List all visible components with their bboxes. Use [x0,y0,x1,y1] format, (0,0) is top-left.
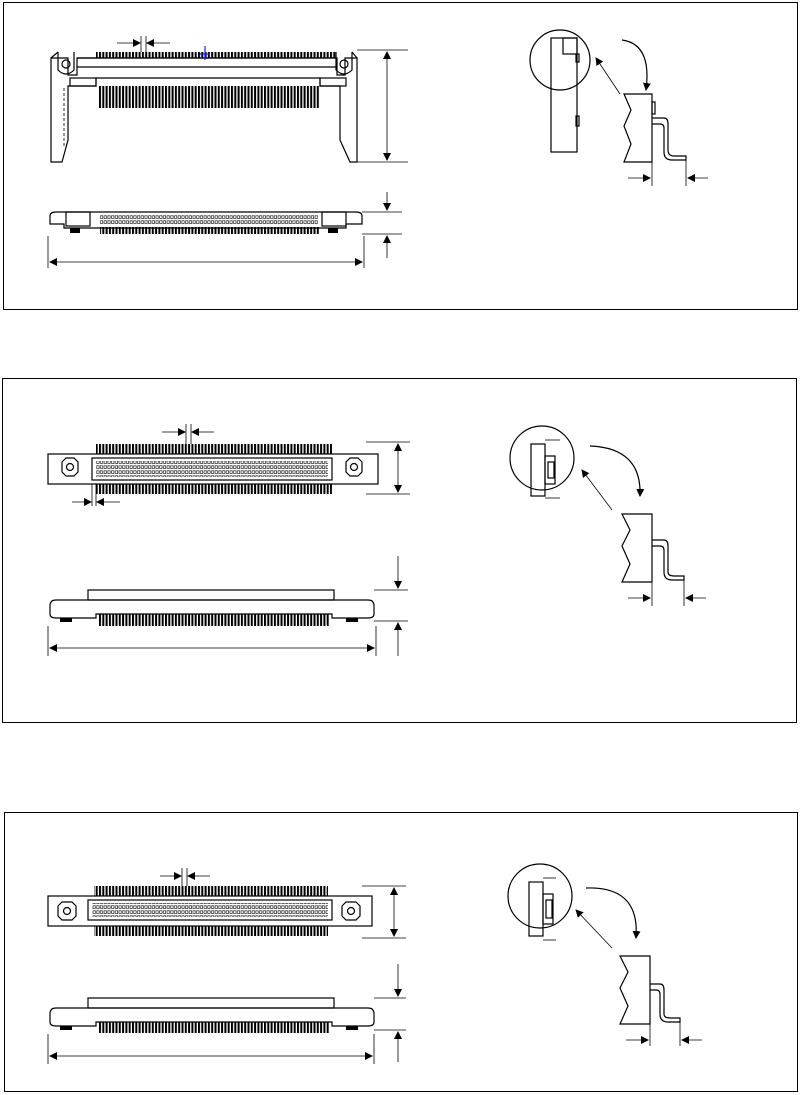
panel-2-detail-view [510,426,706,606]
panel-1-detail-view [530,30,708,186]
panel-3-side-view [48,964,406,1064]
panel-1-bottom-view [48,192,402,268]
panel-3-detail-view [508,864,702,1046]
panel-3-top-view [48,868,406,938]
panel-2-side-view [48,556,408,656]
panel-1-front-view [51,36,408,162]
panel-2-top-view [48,424,410,506]
